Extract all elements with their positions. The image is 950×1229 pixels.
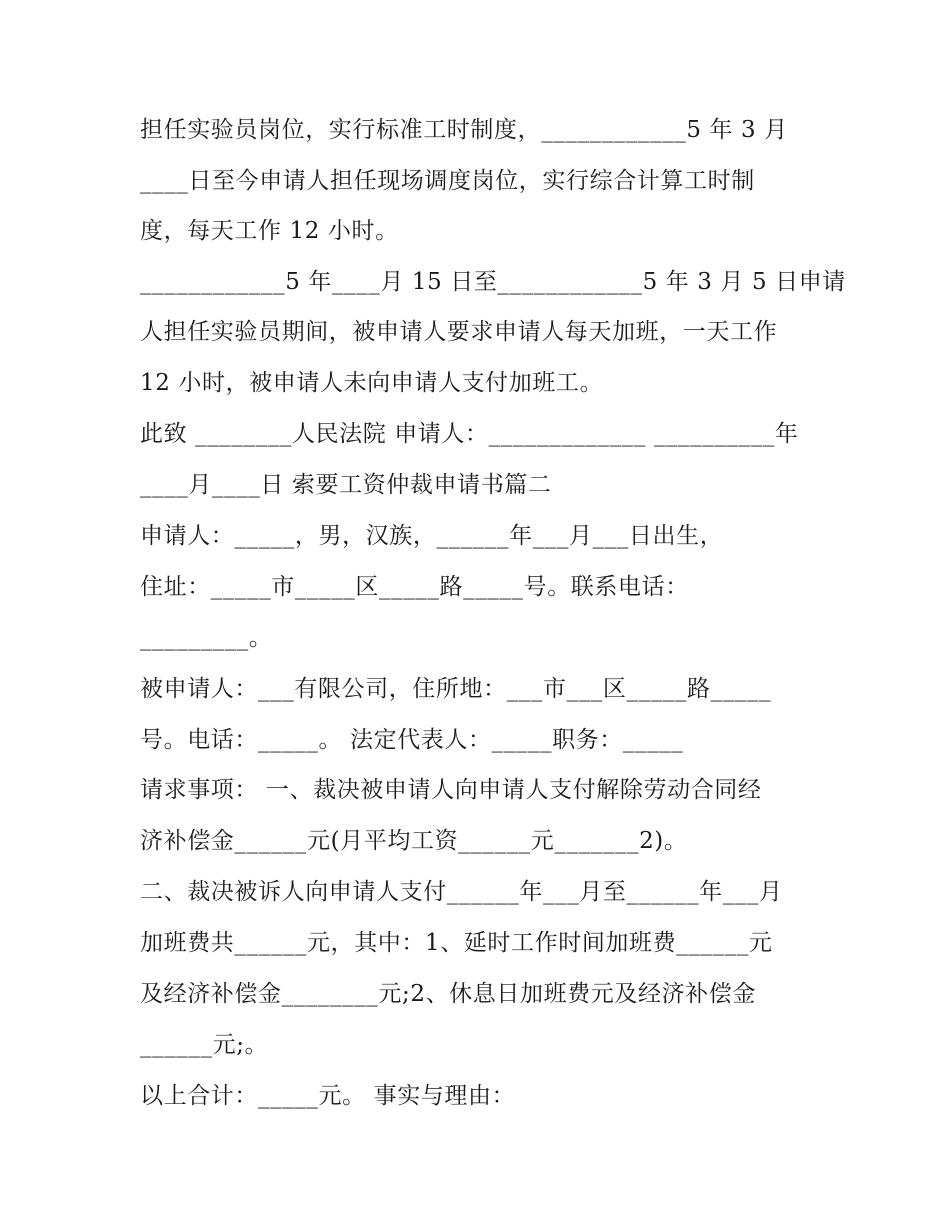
text-line: ____________5 年____月 15 日至____________5 年 3 月 5 日申请 — [140, 269, 846, 295]
text-line: 以上合计：_____元。 事实与理由： — [140, 1083, 516, 1109]
text-line: _________。 — [140, 625, 273, 651]
text-line: ____日至今申请人担任现场调度岗位，实行综合计算工时制 — [140, 168, 755, 194]
text-line: 及经济补偿金________元;2、休息日加班费元及经济补偿金 — [140, 981, 756, 1007]
text-line: 此致 ________人民法院 申请人：_____________ __________年 — [140, 421, 799, 447]
text-line: 申请人：_____，男，汉族，______年___月___日出生， — [140, 523, 724, 549]
text-line: 加班费共______元，其中：1、延时工作时间加班费______元 — [140, 930, 773, 956]
text-line: 二、裁决被诉人向申请人支付______年___月至______年___月 — [140, 879, 783, 905]
text-line: 被申请人：___有限公司，住所地：___市___区_____路_____ — [140, 676, 772, 702]
text-line: 济补偿金______元(月平均工资______元_______2)。 — [140, 828, 688, 854]
text-line: 号。电话：_____。 法定代表人：_____职务：_____ — [140, 727, 684, 753]
text-line: ____月____日 索要工资仲裁申请书篇二 — [140, 472, 552, 498]
text-line: 12 小时，被申请人未向申请人支付加班工。 — [140, 370, 604, 396]
text-line: 住址：_____市_____区_____路_____号。联系电话： — [140, 574, 689, 600]
text-line: 请求事项： 一、裁决被申请人向申请人支付解除劳动合同经 — [140, 777, 762, 803]
text-line: 度，每天工作 12 小时。 — [140, 218, 399, 244]
text-line: ______元;。 — [140, 1032, 269, 1058]
text-line: 担任实验员岗位，实行标准工时制度，____________5 年 3 月 — [140, 117, 788, 143]
text-line: 人担任实验员期间，被申请人要求申请人每天加班，一天工作 — [140, 319, 778, 345]
